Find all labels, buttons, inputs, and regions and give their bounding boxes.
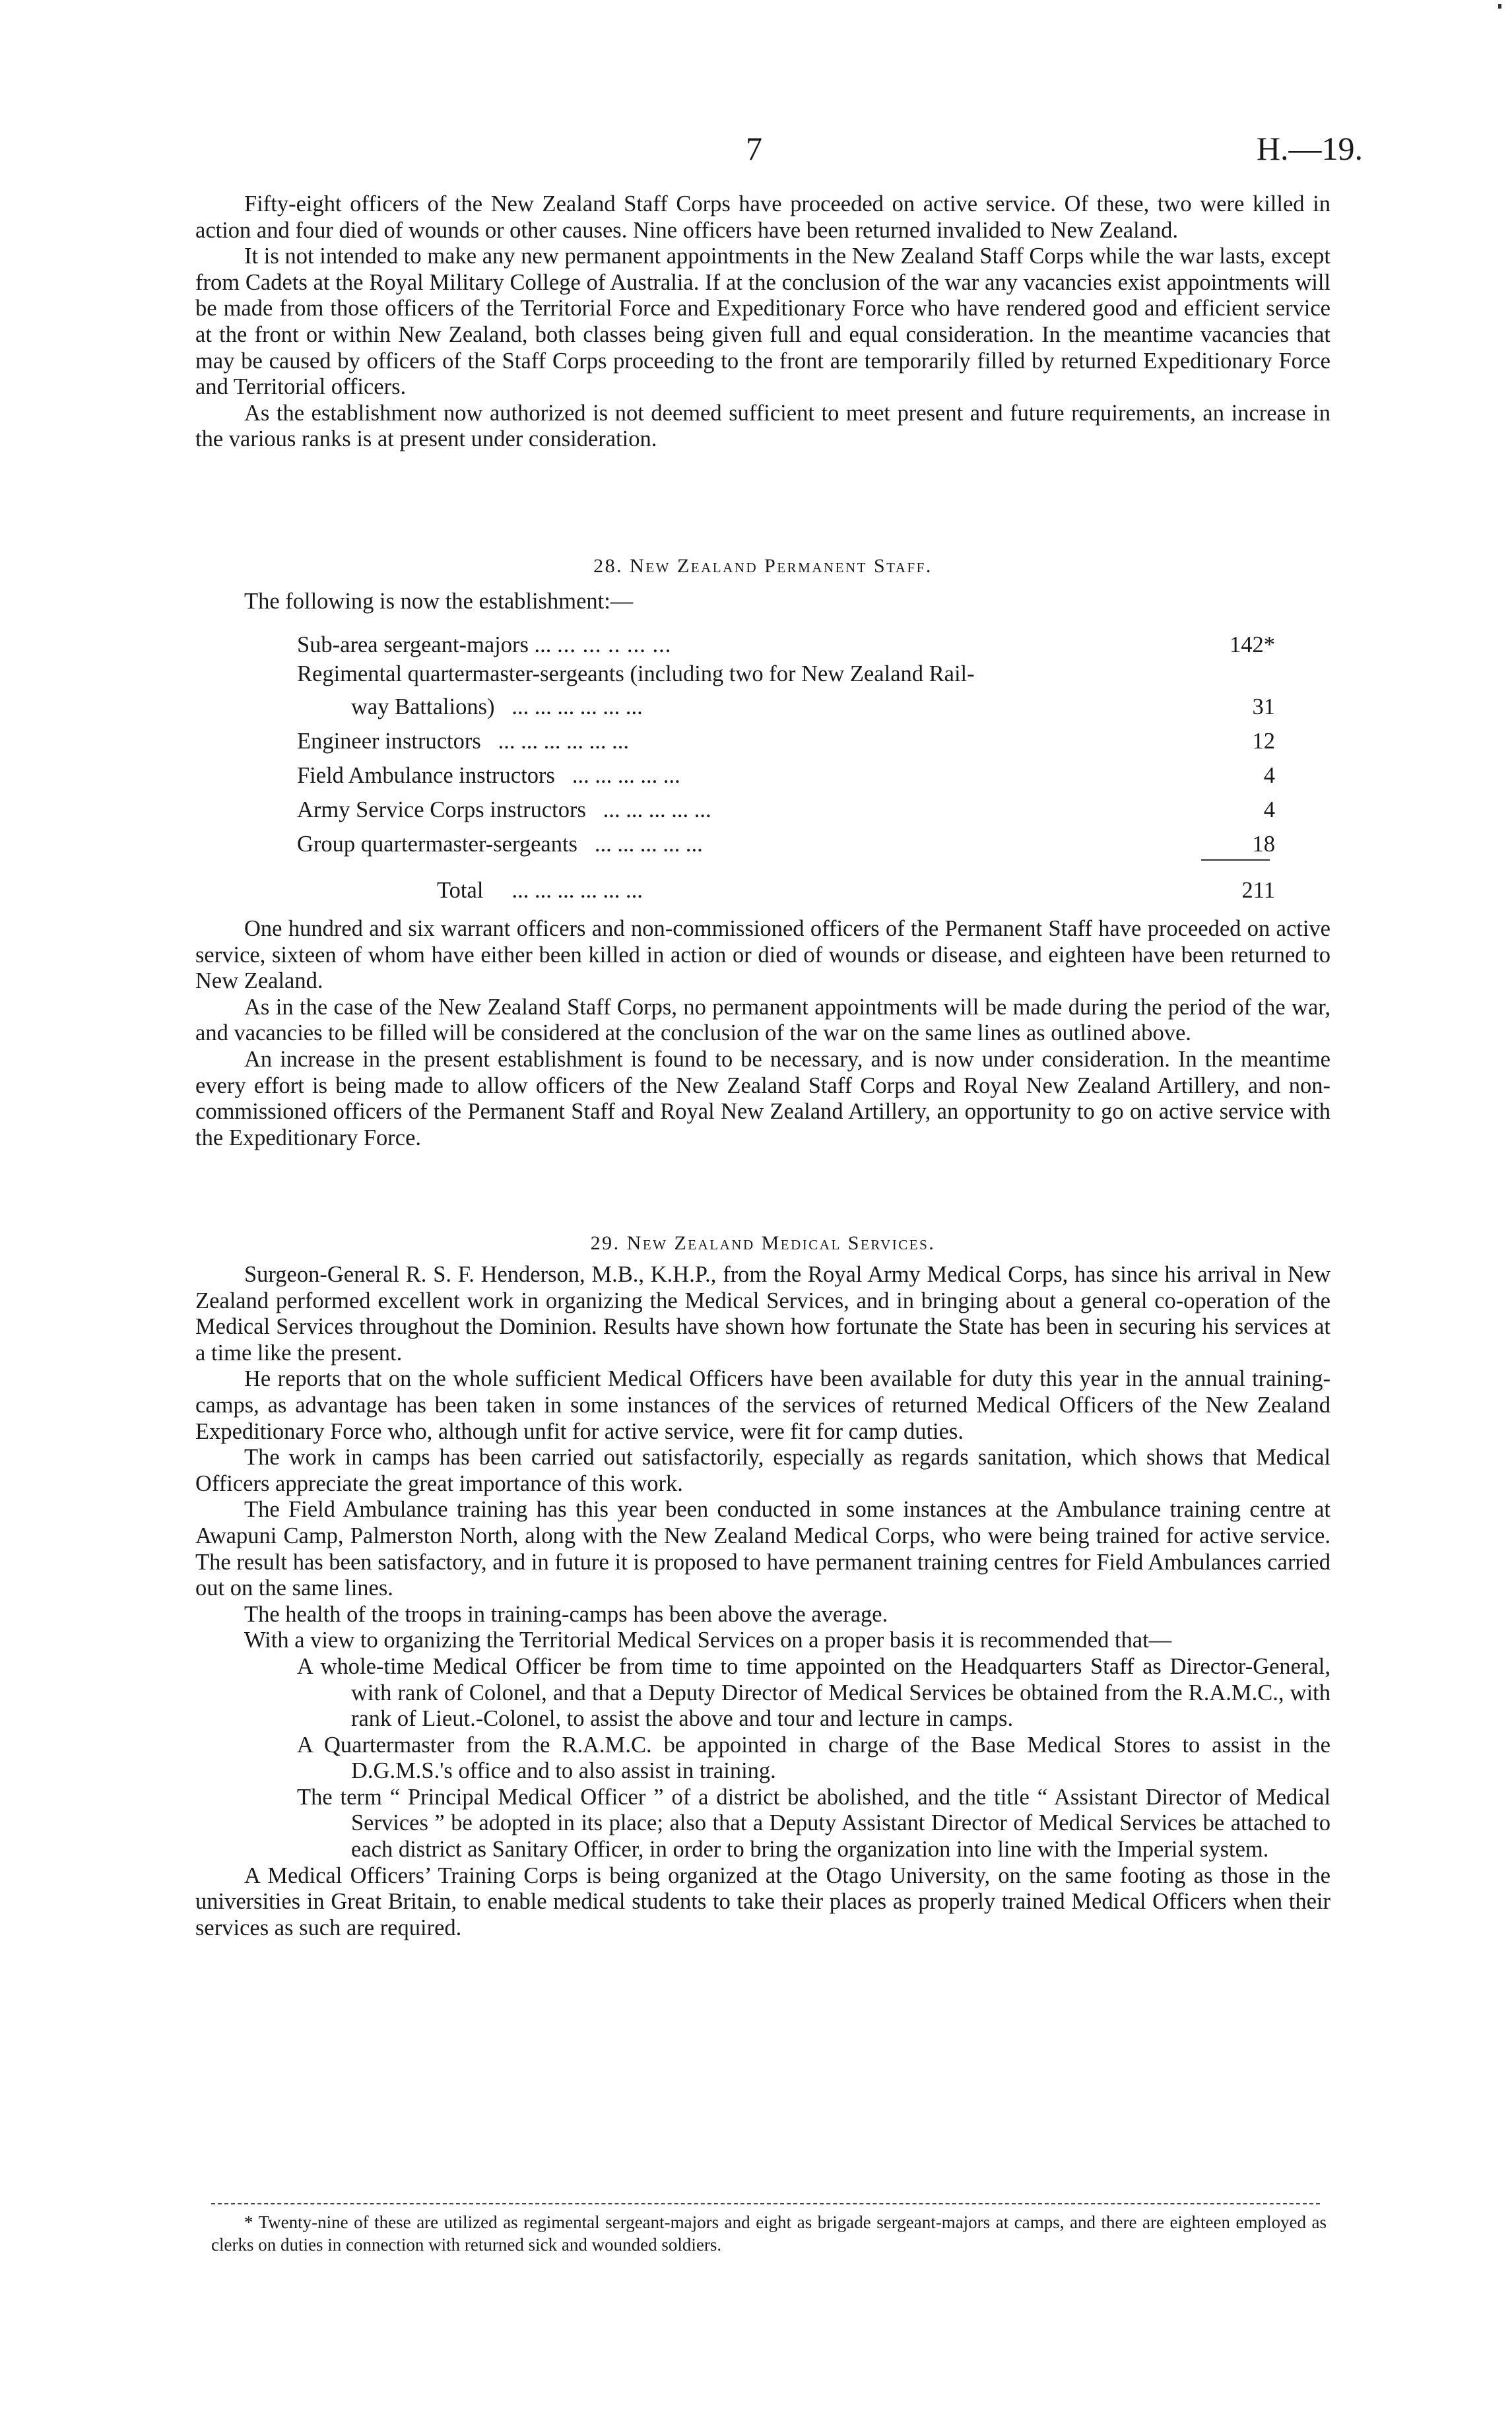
row-label: Group quartermaster-sergeants ... ... ... ... ... <box>297 832 703 857</box>
paragraph: He reports that on the whole sufficient Medical Officers have been available for duty this year in the annual training-camps, as advantage has been taken in some instances of the services of returned Medical Officers of the New Zealand Expeditionary Force who, although unfit for active service, were fit for camp duties. <box>195 1366 1331 1444</box>
footnote-block <box>211 2211 1327 2256</box>
row-value <box>1184 659 1291 688</box>
table-row <box>195 755 1291 789</box>
table-row <box>195 824 1291 858</box>
row-label: Field Ambulance instructors ... ... ... ... ... <box>297 763 680 789</box>
row-value: 18 <box>1252 832 1275 857</box>
paragraph: The Field Ambulance training has this year been conducted in some instances at the Ambulance training centre at Awapuni Camp, Palmerston North, along with the New Zealand Medical Corps, who were being trained for active service. The result has been satisfactory, and in future it is proposed to have permanent training centres for Field Ambulances carried out on the same lines. <box>195 1497 1331 1601</box>
recommendation-item: A whole-time Medical Officer be from time to time appointed on the Headquarters Staff as Director-General, with rank of Colonel, and that a Deputy Director of Medical Services be obtained from the R.A.M.C., with rank of Lieut.-Colonel, to assist the above and tour and lecture in camps. <box>297 1653 1331 1732</box>
paragraph: With a view to organizing the Territorial Medical Services on a proper basis it is recommended that— <box>244 1628 1172 1653</box>
establishment-intro: The following is now the establishment:— <box>244 589 634 614</box>
paragraph: As the establishment now authorized is not deemed sufficient to meet present and future requirements, an increase in the various ranks is at present under consideration. <box>195 400 1331 452</box>
footnote-rule <box>211 2203 1320 2204</box>
total-value: 211 <box>1241 878 1275 904</box>
row-value: 4 <box>1263 763 1275 789</box>
row-value: 142* <box>1230 632 1275 658</box>
paragraph: An increase in the present establishment is found to be necessary, and is now under consideration. In the meantime every effort is being made to allow officers of the New Zealand Staff Corps and Royal New Zealand Artillery, and non-commissioned officers of the Permanent Staff and Royal New Zealand Artillery, an opportunity to go on active service with the Expeditionary Force. <box>195 1046 1331 1150</box>
row-value: 12 <box>1252 729 1275 754</box>
paragraph: One hundred and six warrant officers and non-commissioned officers of the Permanent Staff have proceeded on active service, sixteen of whom have either been killed in action or died of wounds or disease, and eighteen have been returned to New Zealand. <box>195 916 1331 994</box>
recommendation-item: The term “ Principal Medical Officer ” of a district be abolished, and the title “ Assistant Director of Medical Services ” be adopted in its place; also that a Deputy Assistant Director of Medical Services be attached to each district as Sanitary Officer, in order to bring the organization into line with the Imperial system. <box>297 1784 1331 1863</box>
footnote: * Twenty-nine of these are utilized as regimental sergeant-majors and eight as brigade sergeant-majors at camps, and there are eighteen employed as clerks on duties in connection with returned sick and wounded soldiers. <box>211 2212 1327 2255</box>
paragraph: Fifty-eight officers of the New Zealand Staff Corps have proceeded on active service. Of these, two were killed in action and four died of wounds or other causes. Nine officers have been returned invalided to New Zealand. <box>195 191 1331 243</box>
section-28 <box>195 553 1331 615</box>
table-row <box>195 659 1291 688</box>
table-row <box>195 623 1291 659</box>
row-label: Sub-area sergeant-majors ... ... ... .. ... ... <box>297 632 672 658</box>
recommendation-item: A Quartermaster from the R.A.M.C. be appointed in charge of the Base Medical Stores to assist in the D.G.M.S.'s office and to also assist in training. <box>297 1732 1331 1784</box>
row-label: way Battalions) ... ... ... ... ... ... <box>351 694 643 720</box>
establishment-table <box>195 623 1291 904</box>
total-rule <box>1201 859 1270 861</box>
total-row <box>195 871 1291 904</box>
staff-corps-section <box>195 191 1331 453</box>
paragraph: As in the case of the New Zealand Staff Corps, no permanent appointments will be made during the period of the war, and vacancies to be filled will be considered at the conclusion of the war on the same lines as outlined above. <box>195 994 1331 1046</box>
page-corner-mark <box>1498 4 1501 9</box>
section-heading: 29. New Zealand Medical Services. <box>590 1232 936 1254</box>
total-label: Total ... ... ... ... ... ... <box>437 878 643 904</box>
paragraph: It is not intended to make any new permanent appointments in the New Zealand Staff Corps while the war lasts, except from Cadets at the Royal Military College of Australia. If at the conclusion of the war any vacancies exist appointments will be made from those officers of the Territorial Force and Expeditionary Force who have rendered good and efficient service at the front or within New Zealand, both classes being given full and equal consideration. In the meantime vacancies that may be caused by officers of the Staff Corps proceeding to the front are temporarily filled by returned Expeditionary Force and Territorial officers. <box>195 244 1331 400</box>
document-code: H.—19. <box>1256 130 1363 167</box>
row-label: Engineer instructors ... ... ... ... ... ... <box>297 729 630 754</box>
paragraph: A Medical Officers’ Training Corps is being organized at the Otago University, on the same footing as those in the universities in Great Britain, to enable medical students to take their places as properly trained Medical Officers when their services as such are required. <box>195 1863 1331 1940</box>
page-number: 7 <box>746 130 762 167</box>
row-label: Regimental quartermaster-sergeants (including two for New Zealand Rail- <box>297 661 975 687</box>
row-label: Army Service Corps instructors ... ... ... ... ... <box>297 797 711 823</box>
section-29 <box>195 1230 1331 1941</box>
paragraph: The work in camps has been carried out satisfactorily, especially as regards sanitation, which shows that Medical Officers appreciate the great importance of this work. <box>195 1445 1331 1496</box>
table-row <box>195 721 1291 755</box>
table-row-spacer <box>195 858 1291 871</box>
paragraph: The health of the troops in training-camps has been above the average. <box>244 1601 888 1627</box>
section-28-text <box>195 916 1331 1151</box>
table-row <box>195 789 1291 824</box>
section-heading: 28. New Zealand Permanent Staff. <box>593 555 933 577</box>
row-value: 4 <box>1263 797 1275 823</box>
table-row <box>195 688 1291 721</box>
row-value: 31 <box>1252 694 1275 720</box>
paragraph: Surgeon-General R. S. F. Henderson, M.B., K.H.P., from the Royal Army Medical Corps, has since his arrival in New Zealand performed excellent work in organizing the Medical Services, and in bringing about a general co-operation of the Medical Services throughout the Dominion. Results have shown how fortunate the State has been in securing his services at a time like the present. <box>195 1262 1331 1366</box>
